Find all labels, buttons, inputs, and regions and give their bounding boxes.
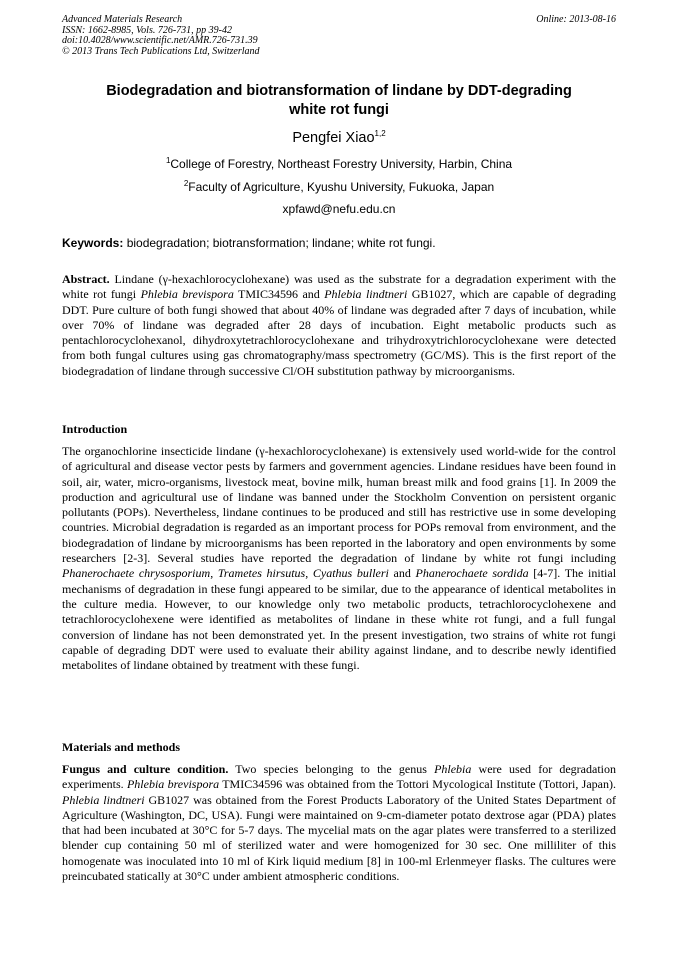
methods-body — [62, 762, 616, 884]
species-name: Phlebia brevispora — [140, 287, 234, 302]
abstract — [62, 272, 616, 379]
title-line-1: Biodegradation and biotransformation of lindane by DDT-degrading — [106, 83, 572, 99]
author-name: Pengfei Xiao — [292, 130, 375, 146]
abstract-text: TMIC34596 and — [233, 287, 325, 302]
methods-subheading: Fungus and culture condition. — [62, 762, 229, 776]
methods-text: were used for degradation experiments. — [62, 762, 616, 792]
keywords-text: biodegradation; biotransformation; lindane; white rot fungi. — [123, 236, 436, 250]
intro-text: , — [210, 566, 218, 581]
affiliation-2 — [62, 180, 616, 194]
introduction-body — [62, 444, 616, 673]
paper-title — [62, 82, 616, 120]
intro-text: , — [305, 566, 313, 581]
keywords-label: Keywords: — [62, 236, 124, 250]
intro-text: [4-7]. The initial mechanisms of degradation in these fungi appeared to be similar, due to the appearance of identical metabolites in the culture media. However, to our knowledge only two metabolic products, tetrachlorocyclohexene and tetrachlorocyclohexene were identified as metabolites of lindane in these white rot fungi, and a full fungal conversion of lindane has not been demonstrated yet. In the present investigation, two strains of white rot fungi capable of degrading DDT were used to evaluate their ability against lindane, and to describe newly identified metabolites of lindane obtained by treatment with these fungi. — [62, 566, 617, 673]
affil-1-sup: 1 — [165, 156, 171, 165]
journal-name: Advanced Materials Research — [62, 14, 183, 25]
issn-line: ISSN: 1662-8985, Vols. 726-731, pp 39-42 — [62, 24, 232, 36]
species-name: Phanerochaete chrysosporium — [62, 566, 211, 581]
title-line-2: white rot fungi — [289, 102, 389, 118]
author-email: xpfawd@nefu.edu.cn — [282, 202, 396, 216]
affil-2-sup: 2 — [183, 179, 189, 188]
doi-line: doi:10.4028/www.scientific.net/AMR.726-731.39 — [62, 35, 258, 46]
affil-2-text: Faculty of Agriculture, Kyushu University, Fukuoka, Japan — [188, 180, 495, 194]
methods-heading: Materials and methods — [62, 740, 180, 754]
methods-text: GB1027 was obtained from the Forest Products Laboratory of the United States Department of Agriculture (Washington, DC, USA). Fungi were maintained on 9-cm-diameter potato dextrose agar (PDA) plates that had been incubated at 30°C for 5-7 days. The mycelial mats on the agar plates were transferred to a sterilized blender cup containing 50 ml of sterilized water and were homogenized for 30 sec. One milliliter of this homogenate was inoculated into 10 ml of Kirk liquid medium [8] in 100-ml Erlenmeyer flasks. The cultures were preincubated statically at 30°C under ambient atmospheric conditions. — [62, 792, 616, 884]
abstract-text: Lindane (γ-hexachlorocyclohexane) was used as the substrate for a degradation experiment with the white rot fungi — [62, 272, 616, 302]
author-affil-sup: 1,2 — [374, 129, 386, 139]
affil-1-text: College of Forestry, Northeast Forestry University, Harbin, China — [170, 157, 513, 171]
species-name: Phlebia brevispora — [126, 777, 220, 792]
methods-text: Two species belonging to the genus — [228, 762, 435, 776]
species-name: Phlebia lindtneri — [62, 792, 145, 807]
species-name: Cyathus bulleri — [312, 566, 389, 581]
species-name: Phlebia lindtneri — [324, 287, 408, 302]
affiliation-1 — [62, 157, 616, 171]
copyright-line: © 2013 Trans Tech Publications Ltd, Switzerland — [62, 45, 260, 57]
intro-text: The organochlorine insecticide lindane (γ-hexachlorocyclohexane) is extensively used world-wide for the control of agricultural and disease vector pests by farmers and government agencies. Lindane residues have been found in soil, air, water, micro-organisms, livestock meat, bovine milk, human breast milk and food grains [1]. In 2009 the production and agricultural use of lindane was banned under the Stockholm Convention on persistent organic pollutants (POPs). Nevertheless, lindane continues to be produced and still has restrictive use in some developing countries. Microbial degradation is regarded as an important process for POPs removal from environment, and the biodegradation of lindane by microorganisms has been reported in the laboratory and open environments by some researchers [2-3]. Several studies have reported the degradation of lindane by white rot fungi including — [62, 444, 616, 566]
species-name: Phanerochaete sordida — [415, 566, 529, 581]
intro-text: and — [388, 566, 416, 581]
introduction-heading: Introduction — [62, 422, 128, 436]
methods-text: TMIC34596 was obtained from the Tottori Mycological Institute (Tottori, Japan). — [219, 777, 616, 792]
online-date: Online: 2013-08-16 — [536, 14, 616, 25]
journal-header — [62, 15, 616, 57]
keywords — [62, 236, 616, 250]
abstract-label: Abstract. — [62, 272, 110, 286]
species-name: Trametes hirsutus — [217, 566, 306, 581]
abstract-text: GB1027, which are capable of degrading DDT. Pure culture of both fungi showed that about 40% of lindane was degraded after 7 days of incubation, while over 70% of lindane was degraded after 28 days of incubation. Eight metabolic products such as pentachlorocyclohexanol, dihydroxytetrachlorocyclohexane and trihydroxytrichlorocyclohexane were detected from both fungal cultures using gas chromatography/mass spectrometry (GC/MS). This is the first report of the biodegradation of lindane through successive Cl/OH substitution pathway by microorganisms. — [62, 287, 617, 378]
species-name: Phlebia — [434, 762, 472, 776]
author-line — [62, 130, 616, 146]
